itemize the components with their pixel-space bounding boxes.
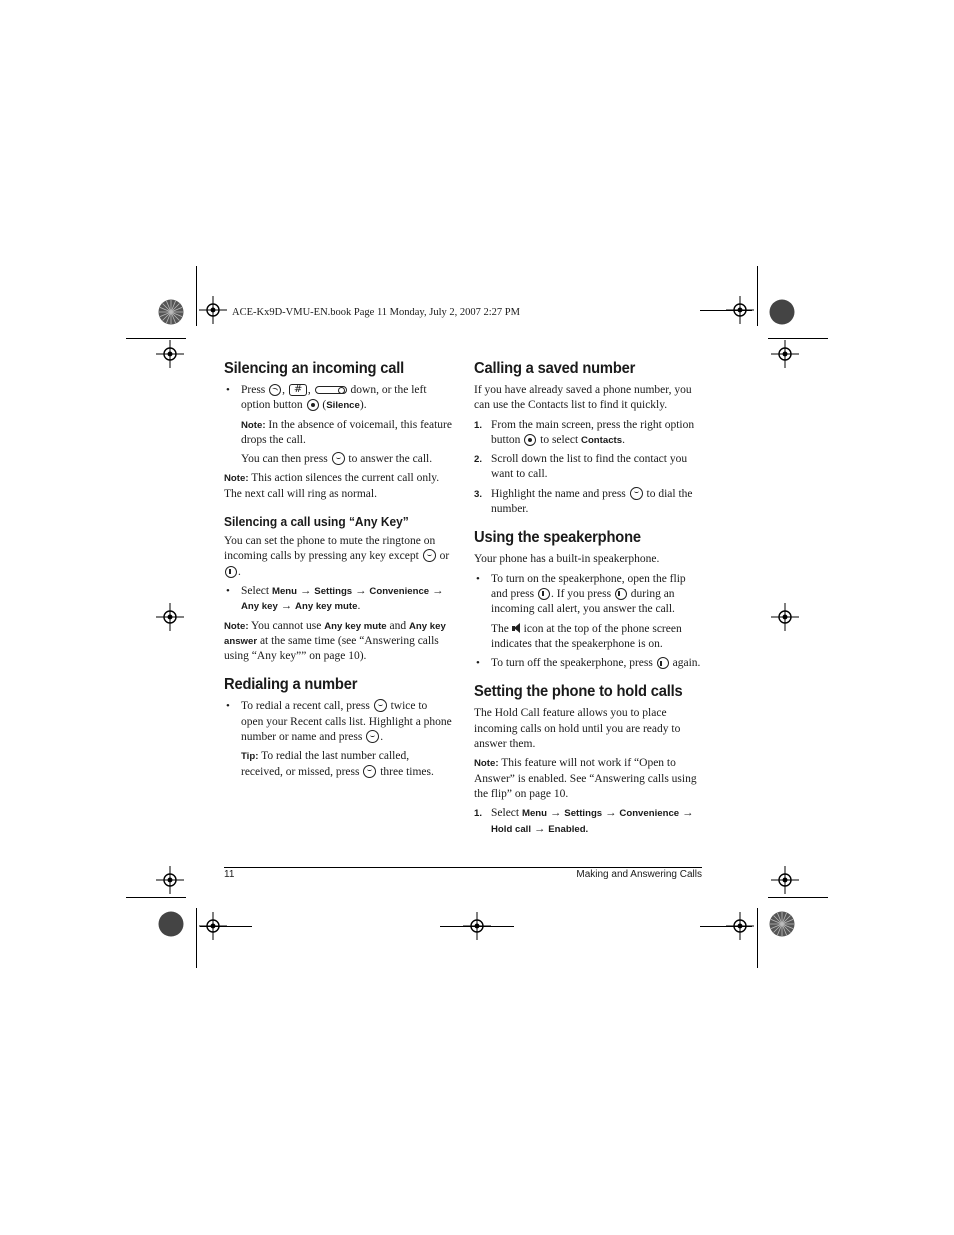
talk-key-icon <box>374 699 387 712</box>
registration-mark-icon <box>156 340 184 368</box>
registration-mark-icon <box>199 296 227 324</box>
section-title: Calling a saved number <box>474 360 636 377</box>
list-item: • To turn on the speakerphone, open the flip and press . If you press during an incoming call alert, you answer the call. <box>474 572 702 618</box>
section-saved-number <box>474 360 702 517</box>
registration-mark-icon <box>771 340 799 368</box>
list-item: • To redial a recent call, press twice to open your Recent calls list. Highlight a phone number or name and press . <box>224 699 452 745</box>
list-item: 3. Highlight the name and press to dial the number. <box>474 487 693 516</box>
paragraph: The Hold Call feature allows you to place incoming calls on hold until you are ready to answer them. <box>474 707 681 751</box>
subsection-title: Silencing a call using “Any Key” <box>224 514 409 530</box>
book-header: ACE-Kx9D-VMU-EN.book Page 11 Monday, July 2, 2007 2:27 PM <box>232 307 520 318</box>
speaker-key-icon <box>538 588 550 600</box>
talk-key-icon <box>630 487 643 500</box>
speaker-key-icon <box>615 588 627 600</box>
talk-key-icon <box>366 730 379 743</box>
color-target-icon <box>769 299 795 325</box>
speakerphone-on-icon <box>512 623 521 634</box>
list-item: • To turn off the speakerphone, press again. <box>474 656 702 671</box>
section-hold-calls <box>474 683 702 836</box>
note: Note: You cannot use Any key mute and Any key answer at the same time (see “Answering calls using “Any key”” on page 10). <box>224 619 446 663</box>
page-number: 11 <box>224 869 235 880</box>
paragraph: If you have already saved a phone number, you can use the Contacts list to find it quickly. <box>474 384 692 412</box>
section-silencing <box>224 360 452 502</box>
answer-instruction: You can then press to answer the call. <box>241 453 433 466</box>
color-target-icon <box>158 911 184 937</box>
list-item: • Press , #, down, or the left option button (Silence). <box>224 383 452 414</box>
color-target-icon <box>769 911 795 937</box>
tip: Tip: To redial the last number called, received, or missed, press three times. <box>241 750 434 778</box>
list-item: 2. Scroll down the list to find the contact you want to call. <box>474 453 688 481</box>
section-speakerphone <box>474 529 702 671</box>
speaker-key-icon <box>657 657 669 669</box>
talk-key-icon <box>423 549 436 562</box>
speaker-indicator-note: The icon at the top of the phone screen indicates that the speakerphone is on. <box>491 622 682 650</box>
section-title: Redialing a number <box>224 676 358 694</box>
note: Note: This feature will not work if “Open to Answer” is enabled. See “Answering calls using the flip” on page 10. <box>474 757 697 800</box>
section-any-key <box>224 514 452 664</box>
color-target-icon <box>158 299 184 325</box>
talk-key-icon <box>332 452 345 465</box>
paragraph: You can set the phone to mute the ringtone on incoming calls by pressing any key except or . <box>224 535 450 578</box>
pound-key-icon <box>289 384 307 396</box>
section-title: Setting the phone to hold calls <box>474 683 683 701</box>
inline-note: Note: In the absence of voicemail, this feature drops the call. <box>241 418 452 446</box>
side-volume-key-icon <box>315 386 347 394</box>
nav-key-icon <box>307 399 319 411</box>
right-column <box>474 360 702 849</box>
speaker-key-icon <box>225 566 237 578</box>
note: Note: This action silences the current call only. The next call will ring as normal. <box>224 472 440 500</box>
footer-section-title: Making and Answering Calls <box>576 869 702 880</box>
section-title: Silencing an incoming call <box>224 360 405 377</box>
nav-key-icon <box>524 434 536 446</box>
paragraph: Your phone has a built-in speakerphone. <box>474 553 660 566</box>
registration-mark-icon <box>771 866 799 894</box>
section-title: Using the speakerphone <box>474 529 641 547</box>
left-column <box>224 360 452 792</box>
talk-key-icon <box>363 765 376 778</box>
list-item: • Select Menu → Settings → Convenience → Any key → Any key mute. <box>224 584 452 615</box>
registration-mark-icon <box>156 866 184 894</box>
section-redialing <box>224 676 452 779</box>
registration-mark-icon <box>156 603 184 631</box>
send-key-icon <box>269 384 281 396</box>
list-item: 1. From the main screen, press the right option button to select Contacts. <box>474 418 695 446</box>
registration-mark-icon <box>771 603 799 631</box>
footer-rule <box>224 867 702 868</box>
list-item: 1. Select Menu → Settings → Convenience → Hold call → Enabled. <box>474 807 694 835</box>
